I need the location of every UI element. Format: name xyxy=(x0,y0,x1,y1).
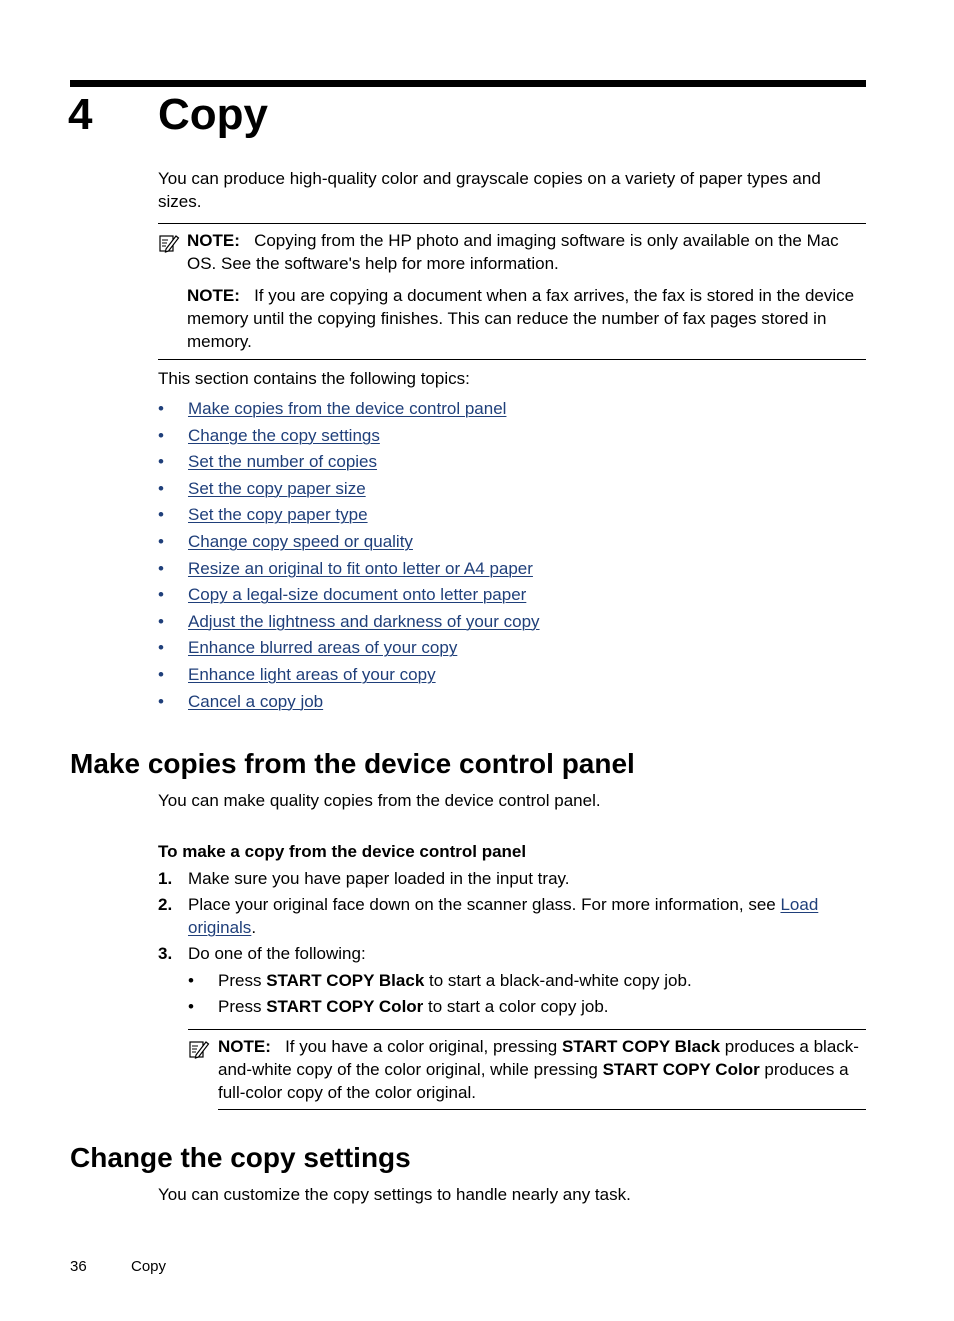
bullet: • xyxy=(158,505,164,525)
step-text xyxy=(188,893,838,939)
note-rule-top xyxy=(158,223,866,224)
list-item xyxy=(158,397,858,424)
bullet: • xyxy=(158,664,164,684)
substep-color xyxy=(188,995,868,1018)
section-intro: You can make quality copies from the device control panel. xyxy=(158,791,601,810)
section-heading-change-settings: Change the copy settings xyxy=(70,1142,411,1173)
button-name: START COPY Color xyxy=(266,997,424,1016)
step-1 xyxy=(158,867,870,890)
topic-link[interactable]: Set the copy paper type xyxy=(188,505,368,525)
topic-link[interactable]: Change copy speed or quality xyxy=(188,531,413,551)
substep-post: to start a black-and-white copy job. xyxy=(424,971,692,990)
substep-text xyxy=(218,969,692,992)
topics-intro: This section contains the following topics: xyxy=(158,369,470,388)
topics-list xyxy=(158,397,858,716)
bullet: • xyxy=(158,478,164,498)
list-item xyxy=(158,663,858,690)
topic-link[interactable]: Enhance light areas of your copy xyxy=(188,664,436,684)
topic-link[interactable]: Cancel a copy job xyxy=(188,691,324,711)
note-text: Copying from the HP photo and imaging software is only available on the Mac OS. See the software's help for more information. xyxy=(187,231,839,273)
load-originals-link[interactable]: Load originals xyxy=(188,895,819,937)
note-text: produces a black-and-white copy of the color original, while pressing xyxy=(218,1037,859,1079)
button-name: START COPY Black xyxy=(266,971,425,990)
substep-black xyxy=(188,969,868,992)
list-item xyxy=(158,530,858,557)
topic-link[interactable]: Change the copy settings xyxy=(188,425,380,445)
procedure-title: To make a copy from the device control panel xyxy=(158,842,527,861)
note-3 xyxy=(218,1035,864,1104)
topic-link[interactable]: Set the copy paper size xyxy=(188,478,366,498)
chapter-number: 4 xyxy=(68,90,93,139)
topic-link[interactable]: Adjust the lightness and darkness of your copy xyxy=(188,611,540,631)
chapter-intro: You can produce high-quality color and grayscale copies on a variety of paper types and sizes. xyxy=(158,169,821,211)
substep-pre: Press xyxy=(218,971,267,990)
bullet: • xyxy=(158,691,164,711)
list-item xyxy=(158,503,858,530)
note-label: NOTE: xyxy=(218,1037,271,1056)
substep-pre: Press xyxy=(218,997,267,1016)
topic-link[interactable]: Enhance blurred areas of your copy xyxy=(188,638,458,658)
step-number: 3. xyxy=(158,944,173,963)
chapter-rule xyxy=(70,80,866,87)
topic-link[interactable]: Copy a legal-size document onto letter paper xyxy=(188,585,527,605)
list-item xyxy=(158,557,858,584)
section-intro: You can customize the copy settings to handle nearly any task. xyxy=(158,1185,631,1204)
button-name: START COPY Black xyxy=(561,1037,721,1056)
step-number: 1. xyxy=(158,869,173,888)
step-number: 2. xyxy=(158,895,173,914)
footer-section: Copy xyxy=(131,1258,167,1275)
note-label: NOTE: xyxy=(187,231,240,250)
substep-post: to start a color copy job. xyxy=(423,997,609,1016)
step-text: Make sure you have paper loaded in the input tray. xyxy=(188,869,570,888)
bullet: • xyxy=(158,531,164,551)
topic-link[interactable]: Resize an original to fit onto letter or A4 paper xyxy=(188,558,533,578)
list-item xyxy=(158,583,858,610)
step-text-body: Place your original face down on the scanner glass. For more information, see xyxy=(188,895,781,914)
bullet: • xyxy=(158,585,164,605)
note-1 xyxy=(187,229,865,275)
note-rule-top xyxy=(188,1029,866,1030)
note-label: NOTE: xyxy=(187,286,240,305)
step-2 xyxy=(158,893,870,939)
bullet: • xyxy=(158,399,164,418)
list-item xyxy=(158,450,858,477)
note-rule-bottom xyxy=(218,1109,866,1110)
button-name: START COPY Color xyxy=(602,1060,760,1079)
bullet: • xyxy=(158,638,164,658)
list-item xyxy=(158,690,858,717)
topic-link[interactable]: Set the number of copies xyxy=(188,452,378,472)
bullet: • xyxy=(158,452,164,472)
note-icon xyxy=(188,1038,210,1060)
list-item xyxy=(158,477,858,504)
bullet: • xyxy=(188,971,194,990)
topic-link[interactable]: Make copies from the device control panel xyxy=(188,399,507,418)
step-3 xyxy=(158,942,870,965)
section-heading-make-copies: Make copies from the device control panel xyxy=(70,748,635,779)
page-number: 36 xyxy=(70,1258,87,1275)
note-text: If you have a color original, pressing xyxy=(285,1037,562,1056)
list-item xyxy=(158,636,858,663)
list-item xyxy=(158,610,858,637)
note-text: produces a full-color copy of the color original. xyxy=(218,1060,849,1102)
list-item xyxy=(158,424,858,451)
note-icon xyxy=(158,232,180,254)
note-2 xyxy=(187,284,865,353)
bullet: • xyxy=(158,611,164,631)
step-text-end: . xyxy=(251,918,257,937)
bullet: • xyxy=(188,997,194,1016)
substep-text xyxy=(218,995,609,1018)
bullet: • xyxy=(158,425,164,445)
bullet: • xyxy=(158,558,164,578)
chapter-title: Copy xyxy=(158,90,268,139)
note-text: If you are copying a document when a fax arrives, the fax is stored in the device memory until the copying finishes. This can reduce the number of fax pages stored in memory. xyxy=(187,286,855,351)
step-text: Do one of the following: xyxy=(188,944,366,963)
note-rule-bottom xyxy=(158,359,866,360)
